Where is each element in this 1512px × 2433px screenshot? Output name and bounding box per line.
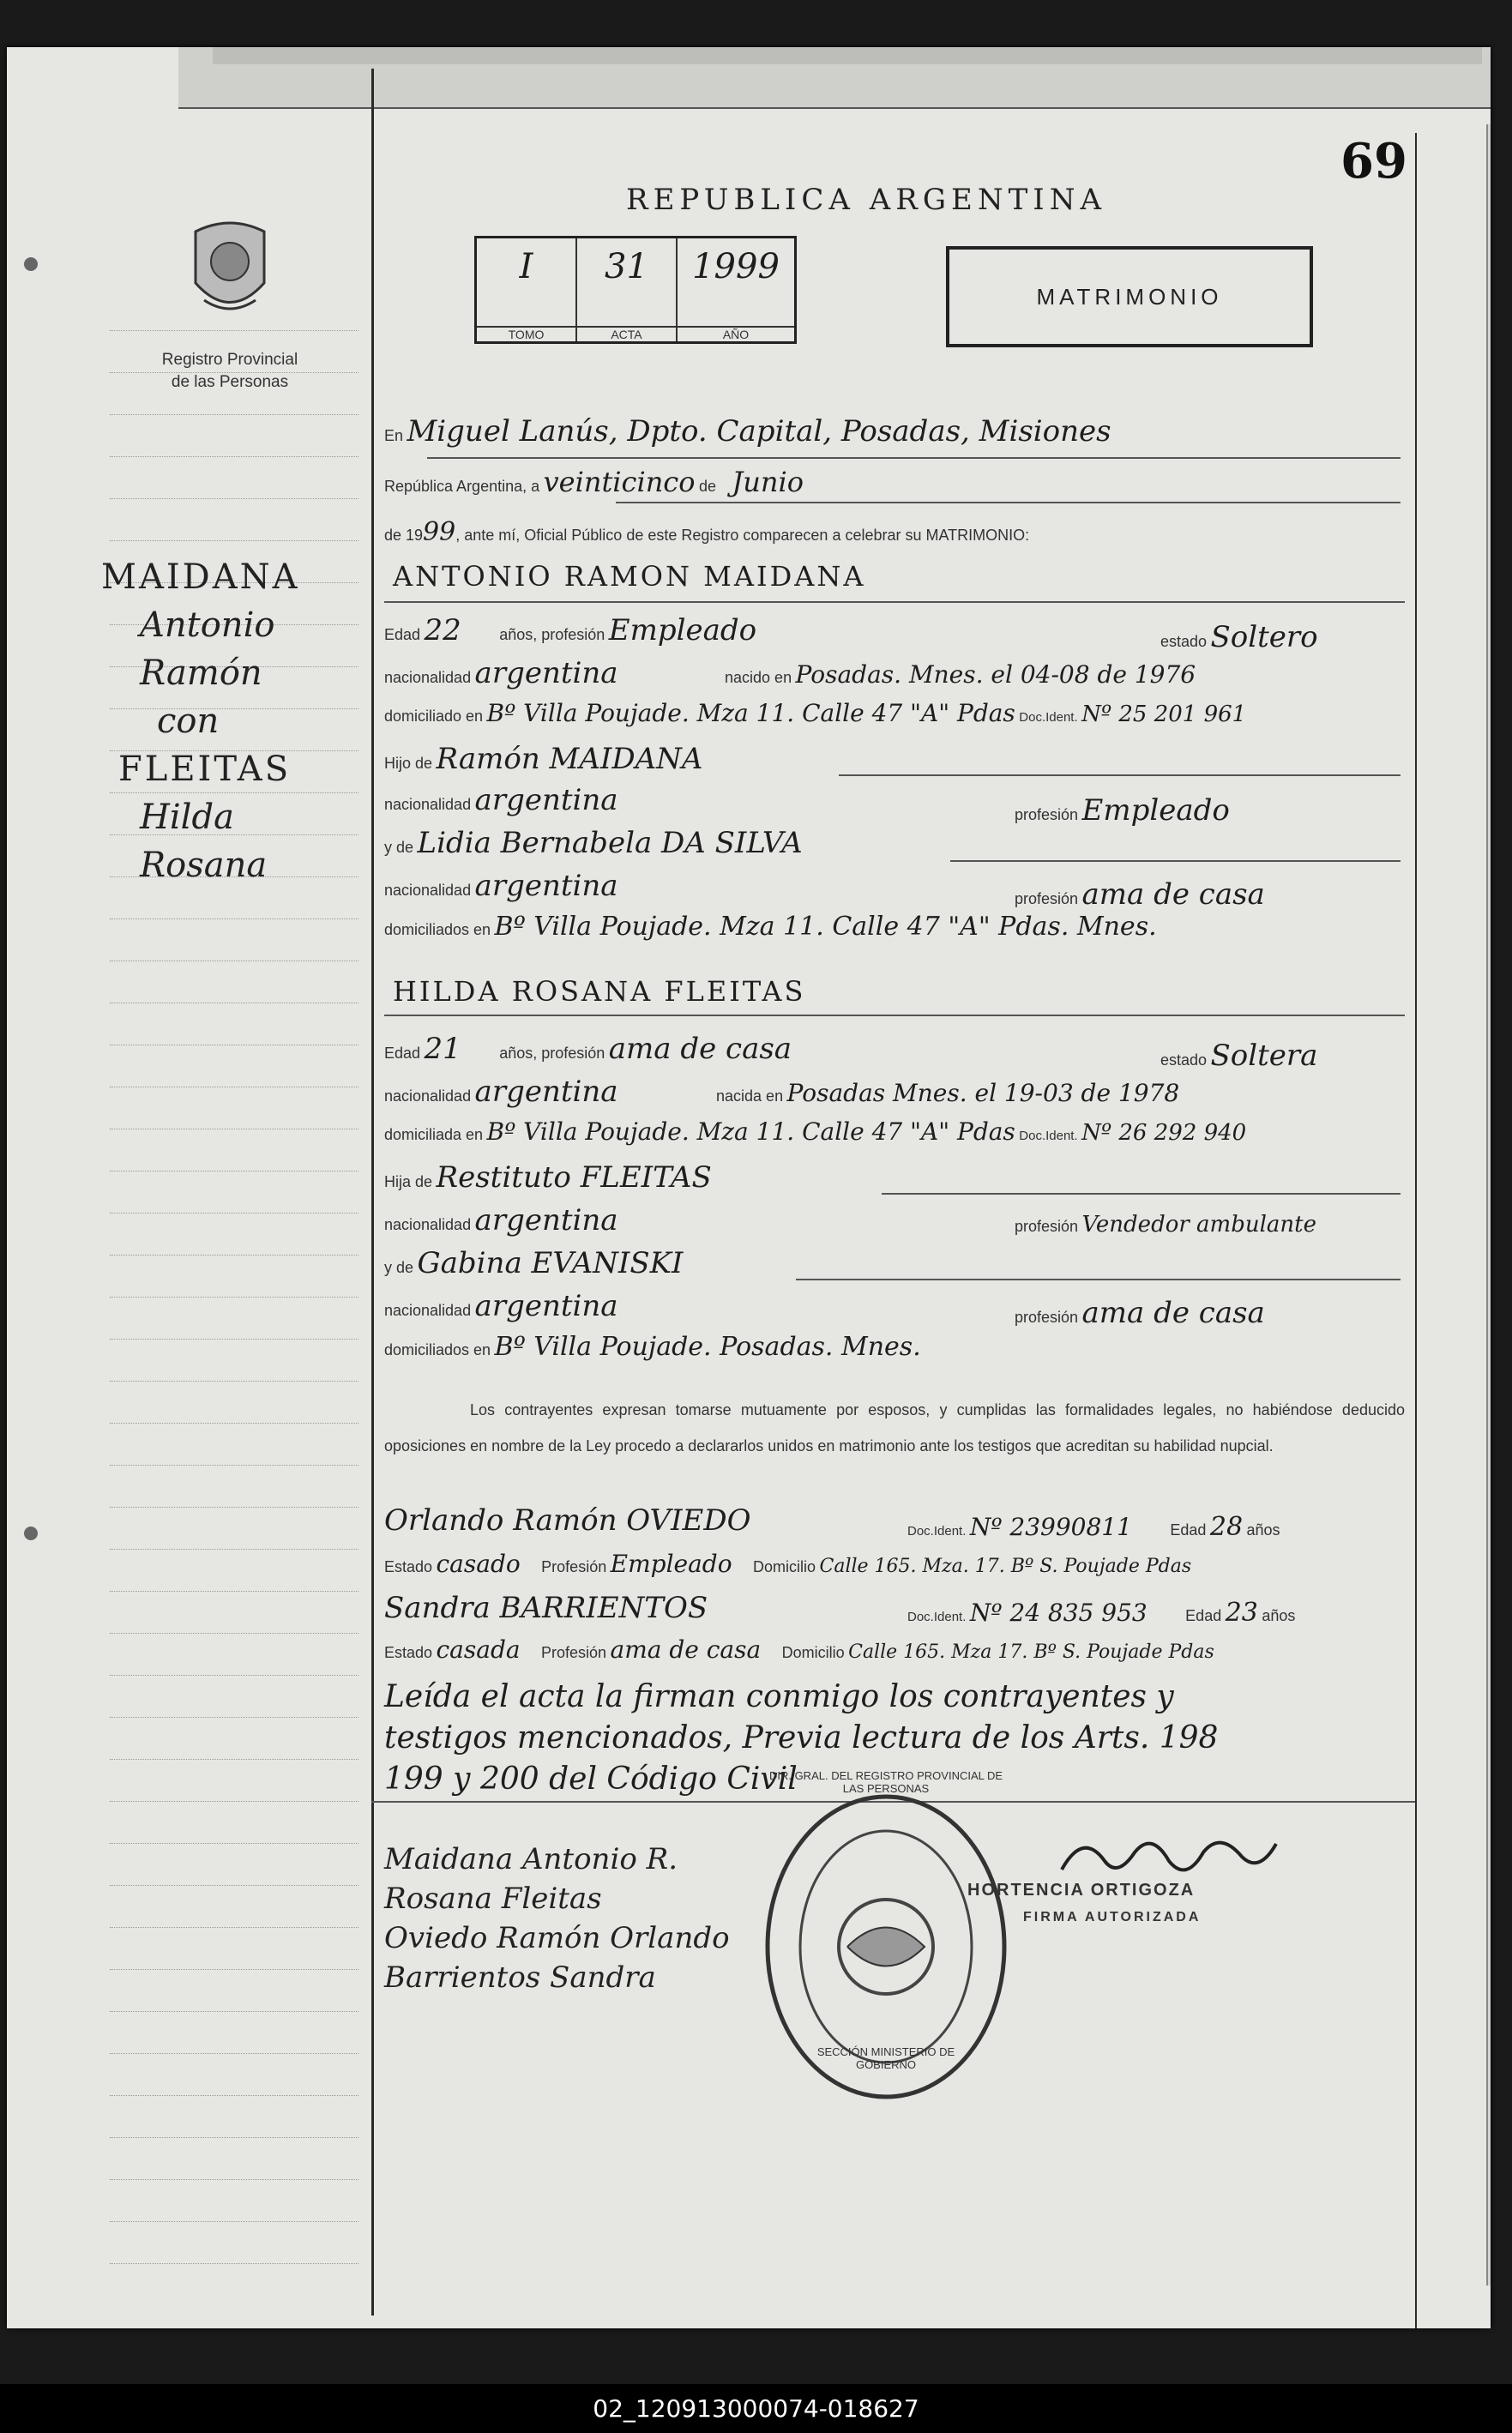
margin-rule-line	[110, 498, 358, 499]
tomo-label: TOMO	[477, 326, 575, 341]
groom-row-nac	[384, 656, 1196, 690]
margin-rule-line	[110, 2095, 358, 2096]
statement-text: , ante mí, Oficial Público de este Registro comparecen a celebrar su MATRIMONIO:	[455, 527, 1030, 544]
groom-row-dom	[384, 699, 1246, 727]
ano-label: AÑO	[678, 326, 794, 341]
binding-hole	[24, 1527, 38, 1540]
registro-line-2: de las Personas	[171, 373, 289, 391]
doc-label: Doc.Ident.	[907, 1610, 967, 1624]
bride-row-parents-dom	[384, 1332, 921, 1362]
groom-mother-nac: argentina	[474, 869, 618, 903]
prof-label: profesión	[1015, 1309, 1079, 1326]
de19-label: de 19	[384, 527, 424, 544]
doms-label: domiciliados en	[384, 921, 491, 938]
nac-label: nacionalidad	[384, 669, 472, 686]
registro-label	[127, 349, 333, 394]
doc-label: Doc.Ident.	[1019, 1129, 1078, 1143]
bride-nacida: Posadas Mnes. el 19-03 de 1978	[786, 1079, 1180, 1107]
hija-label: Hija de	[384, 1173, 433, 1190]
bride-row-edad	[384, 1032, 792, 1066]
groom-father-nac: argentina	[474, 783, 618, 817]
bride-name-line	[384, 1015, 1405, 1016]
witness-2-row-b	[384, 1635, 1214, 1664]
stamp-outer-text: DIR. GRAL. DEL REGISTRO PROVINCIAL DE LAS PERSONAS	[768, 1769, 1003, 1795]
bride-doc: Nº 26 292 940	[1081, 1120, 1247, 1146]
margin-rule-line	[110, 1969, 358, 1970]
witness-profesion: Empleado	[610, 1550, 732, 1578]
bride-row-dom	[384, 1117, 1246, 1146]
groom-father-prof-row	[1015, 793, 1230, 828]
witness-doc: Nº 23990811	[969, 1513, 1132, 1541]
acta-label: ACTA	[577, 326, 676, 341]
margin-rule-line	[110, 330, 358, 331]
prof-label: Profesión	[541, 1644, 607, 1661]
margin-rule-line	[110, 2137, 358, 2138]
groom-doc: Nº 25 201 961	[1081, 702, 1247, 727]
margin-name: Rosana	[140, 846, 268, 885]
margin-rule-line	[110, 540, 358, 541]
witness-name: Sandra BARRIENTOS	[384, 1591, 708, 1625]
margin-rule-line	[110, 1507, 358, 1508]
nacida-label: nacida en	[716, 1087, 784, 1105]
intro-line-1	[384, 414, 1111, 449]
witness-1-row-b	[384, 1550, 1191, 1578]
official-stamp	[762, 1769, 1010, 2105]
margin-rule-line	[110, 2011, 358, 2012]
dom-label: domiciliado en	[384, 708, 484, 725]
prof-label: Profesión	[541, 1558, 607, 1575]
witness-1-doc-row	[907, 1512, 1280, 1542]
margin-rule-line	[110, 1297, 358, 1298]
witness-1-row-a	[384, 1503, 751, 1538]
bride-row-mother	[384, 1246, 683, 1280]
margin-rule-line	[110, 2263, 358, 2264]
place-value: Miguel Lanús, Dpto. Capital, Posadas, Misiones	[407, 414, 1111, 449]
prof-label: profesión	[1015, 1218, 1079, 1235]
witness-domicilio: Calle 165. Mza 17. Bº S. Poujade Pdas	[848, 1641, 1214, 1663]
stamp-inner-text: SECCIÓN MINISTERIO DE GOBIERNO	[816, 2045, 955, 2071]
estado-label: estado	[1160, 633, 1208, 650]
groom-edad: 22	[424, 613, 461, 647]
doc-type-box	[946, 246, 1313, 347]
doc-label: Doc.Ident.	[907, 1524, 967, 1539]
bride-row-father-nac	[384, 1203, 618, 1238]
bride-father: Restituto FLEITAS	[436, 1160, 712, 1195]
republica-label: República Argentina, a	[384, 478, 540, 495]
footer-bar	[0, 2384, 1512, 2433]
signatures	[384, 1840, 730, 1997]
hijo-label: Hijo de	[384, 755, 433, 772]
mother-line	[796, 1279, 1401, 1280]
dom-label: Domicilio	[781, 1644, 845, 1661]
margin-rule-line	[110, 1717, 358, 1718]
groom-estado: Soltero	[1210, 620, 1318, 654]
closing-line: 199 y 200 del Código Civil	[384, 1762, 798, 1797]
margin-rule-line	[110, 1843, 358, 1844]
bride-mother-prof: ama de casa	[1081, 1296, 1265, 1330]
coat-of-arms-icon	[183, 214, 277, 326]
prof-label: profesión	[1015, 806, 1079, 823]
margin-rule-line	[110, 1927, 358, 1928]
margin-rule-line	[110, 1633, 358, 1634]
witness-edad: 23	[1225, 1598, 1258, 1628]
ano-value: 1999	[692, 247, 780, 286]
witness-2-doc-row	[907, 1598, 1295, 1628]
bride-estado-row	[1160, 1039, 1317, 1073]
doc-type: MATRIMONIO	[1036, 283, 1223, 310]
margin-divider	[371, 69, 374, 2316]
margin-rule-line	[110, 918, 358, 919]
estado-label: Estado	[384, 1558, 433, 1575]
witness-edad: 28	[1209, 1512, 1244, 1542]
father-line	[839, 774, 1401, 776]
bride-edad: 21	[424, 1032, 461, 1066]
margin-name: Hilda	[140, 798, 234, 837]
year-suffix: 99	[423, 517, 456, 547]
groom-nacido: Posadas. Mnes. el 04-08 de 1976	[795, 660, 1196, 689]
groom-profesion: Empleado	[608, 613, 757, 647]
bride-mother-prof-row	[1015, 1296, 1265, 1330]
nac-label: nacionalidad	[384, 882, 472, 899]
groom-estado-row	[1160, 620, 1318, 654]
groom-name: ANTONIO RAMON MAIDANA	[393, 560, 866, 593]
month-value: Junio	[732, 466, 804, 498]
margin-rule-line	[110, 1423, 358, 1424]
dom-label: Domicilio	[753, 1558, 816, 1575]
margin-rule-line	[110, 1339, 358, 1340]
groom-row-edad	[384, 613, 756, 647]
margin-rule-line	[110, 456, 358, 457]
nac-label: nacionalidad	[384, 1302, 472, 1319]
yde-label: y de	[384, 839, 414, 856]
margin-rule-line	[110, 1759, 358, 1760]
margin-name: MAIDANA	[101, 557, 300, 597]
doms-label: domiciliados en	[384, 1341, 491, 1358]
witness-domicilio: Calle 165. Mza. 17. Bº S. Poujade Pdas	[819, 1556, 1192, 1577]
groom-row-hijo	[384, 742, 702, 776]
witness-name: Orlando Ramón OVIEDO	[384, 1503, 751, 1538]
closing-line: testigos mencionados, Previa lectura de los Arts. 198	[384, 1720, 1219, 1755]
closing-line: Leída el acta la firman conmigo los contrayentes y	[384, 1679, 1174, 1714]
anos-label: años	[1262, 1607, 1296, 1624]
page-number: 69	[1340, 133, 1407, 190]
official-title: FIRMA AUTORIZADA	[1023, 1910, 1202, 1924]
nac-label: nacionalidad	[384, 1216, 472, 1233]
country-title: REPUBLICA ARGENTINA	[626, 183, 1107, 217]
margin-rule-line	[110, 1801, 358, 1802]
groom-nacionalidad: argentina	[474, 656, 618, 690]
bride-father-prof: Vendedor ambulante	[1081, 1212, 1316, 1238]
ano-cell	[678, 238, 794, 341]
intro-line-2	[384, 466, 804, 498]
groom-domicilio: Bº Villa Poujade. Mza 11. Calle 47 "A" Pdas	[486, 699, 1015, 727]
register-page	[7, 47, 1491, 2328]
margin-rule-line	[110, 1549, 358, 1550]
edad-label: Edad	[1185, 1607, 1222, 1624]
bride-mother: Gabina EVANISKI	[417, 1246, 684, 1280]
father-line	[882, 1193, 1401, 1195]
date-line	[616, 502, 1401, 503]
nacido-label: nacido en	[725, 669, 792, 686]
estado-label: Estado	[384, 1644, 433, 1661]
margin-name: Antonio	[140, 605, 275, 645]
bride-row-hija	[384, 1160, 712, 1195]
margin-name: FLEITAS	[118, 750, 292, 789]
margin-rule-line	[110, 1675, 358, 1676]
tomo-value: I	[519, 247, 533, 286]
margin-rule-line	[110, 2179, 358, 2180]
edad-label: Edad	[384, 626, 421, 643]
mother-line	[950, 860, 1401, 862]
bride-father-nac: argentina	[474, 1203, 618, 1238]
margin-name: Ramón	[140, 653, 262, 693]
signature: Maidana Antonio R.	[384, 1842, 678, 1876]
margin-rule-line	[110, 2221, 358, 2222]
groom-row-father-nac	[384, 783, 618, 817]
tomo-acta-box	[474, 236, 797, 344]
anos-prof-label: años, profesión	[499, 626, 605, 643]
groom-name-line	[384, 601, 1405, 603]
witness-doc: Nº 24 835 953	[969, 1599, 1148, 1627]
bride-row-nac	[384, 1075, 1179, 1109]
groom-father: Ramón MAIDANA	[436, 742, 703, 776]
nac-label: nacionalidad	[384, 1087, 472, 1105]
anos-label: años	[1246, 1521, 1280, 1539]
groom-mother-prof-row	[1015, 877, 1265, 912]
intro-line-3	[384, 517, 1029, 547]
nac-label: nacionalidad	[384, 796, 472, 813]
bride-domicilio: Bº Villa Poujade. Mza 11. Calle 47 "A" Pdas	[486, 1117, 1015, 1146]
official-name: HORTENCIA ORTIGOZA	[967, 1881, 1196, 1900]
bride-row-mother-nac	[384, 1289, 618, 1323]
margin-rule-line	[110, 1465, 358, 1466]
edad-label: Edad	[384, 1045, 421, 1062]
bride-parents-dom: Bº Villa Poujade. Posadas. Mnes.	[494, 1332, 921, 1362]
witness-estado: casada	[436, 1635, 521, 1664]
margin-rule-line	[110, 2053, 358, 2054]
groom-row-mother	[384, 826, 803, 860]
groom-mother: Lidia Bernabela DA SILVA	[417, 826, 803, 860]
page-right-edge	[1486, 124, 1491, 2285]
de-label: de	[698, 478, 716, 495]
estado-label: estado	[1160, 1051, 1208, 1069]
doc-label: Doc.Ident.	[1019, 710, 1078, 725]
prof-label: profesión	[1015, 890, 1079, 907]
signature: Oviedo Ramón Orlando	[384, 1921, 730, 1955]
bride-father-prof-row	[1015, 1212, 1316, 1238]
groom-row-parents-dom	[384, 912, 1157, 942]
signature: Rosana Fleitas	[384, 1882, 602, 1916]
groom-parents-dom: Bº Villa Poujade. Mza 11. Calle 47 "A" Pdas. Mnes.	[494, 912, 1157, 942]
yde-label: y de	[384, 1259, 414, 1276]
margin-names	[101, 553, 300, 889]
margin-rule-line	[110, 1885, 358, 1886]
signature: Barrientos Sandra	[384, 1960, 656, 1995]
page-top-shadow	[213, 47, 1482, 64]
groom-row-mother-nac	[384, 869, 618, 903]
official-signature-icon	[1057, 1827, 1280, 1887]
groom-mother-prof: ama de casa	[1081, 877, 1265, 912]
bride-name: HILDA ROSANA FLEITAS	[393, 975, 806, 1008]
bride-nacionalidad: argentina	[474, 1075, 618, 1109]
bride-profesion: ama de casa	[608, 1032, 792, 1066]
edad-label: Edad	[1170, 1521, 1207, 1539]
registro-line-1: Registro Provincial	[161, 351, 298, 369]
right-border	[1415, 133, 1417, 2328]
margin-name: con	[157, 702, 220, 741]
acta-value: 31	[605, 247, 648, 286]
margin-rule-line	[110, 1381, 358, 1382]
bride-mother-nac: argentina	[474, 1289, 618, 1323]
margin-rule-line	[110, 1591, 358, 1592]
margin-rule-line	[110, 414, 358, 415]
place-line	[427, 457, 1401, 459]
margin-rule-line	[110, 1255, 358, 1256]
binding-hole	[24, 257, 38, 271]
bride-estado: Soltera	[1210, 1039, 1318, 1073]
acta-cell	[577, 238, 678, 341]
footer-id: 02_120913000074-018627	[593, 2394, 919, 2423]
tomo-cell	[477, 238, 577, 341]
day-value: veinticinco	[543, 466, 696, 498]
groom-father-prof: Empleado	[1081, 793, 1230, 828]
dom-label: domiciliada en	[384, 1126, 484, 1143]
legal-text: Los contrayentes expresan tomarse mutuamente por esposos, y cumplidas las formalidades legales, no habiéndose deducido oposiciones en nombre de la Ley procedo a declararlos unidos en matrimonio ante los testigos que acreditan su habilidad nupcial.	[384, 1401, 1405, 1454]
witness-profesion: ama de casa	[610, 1635, 762, 1664]
en-label: En	[384, 427, 404, 444]
witness-2-row-a	[384, 1591, 708, 1625]
witness-estado: casado	[436, 1550, 521, 1578]
anos-prof-label: años, profesión	[499, 1045, 605, 1062]
